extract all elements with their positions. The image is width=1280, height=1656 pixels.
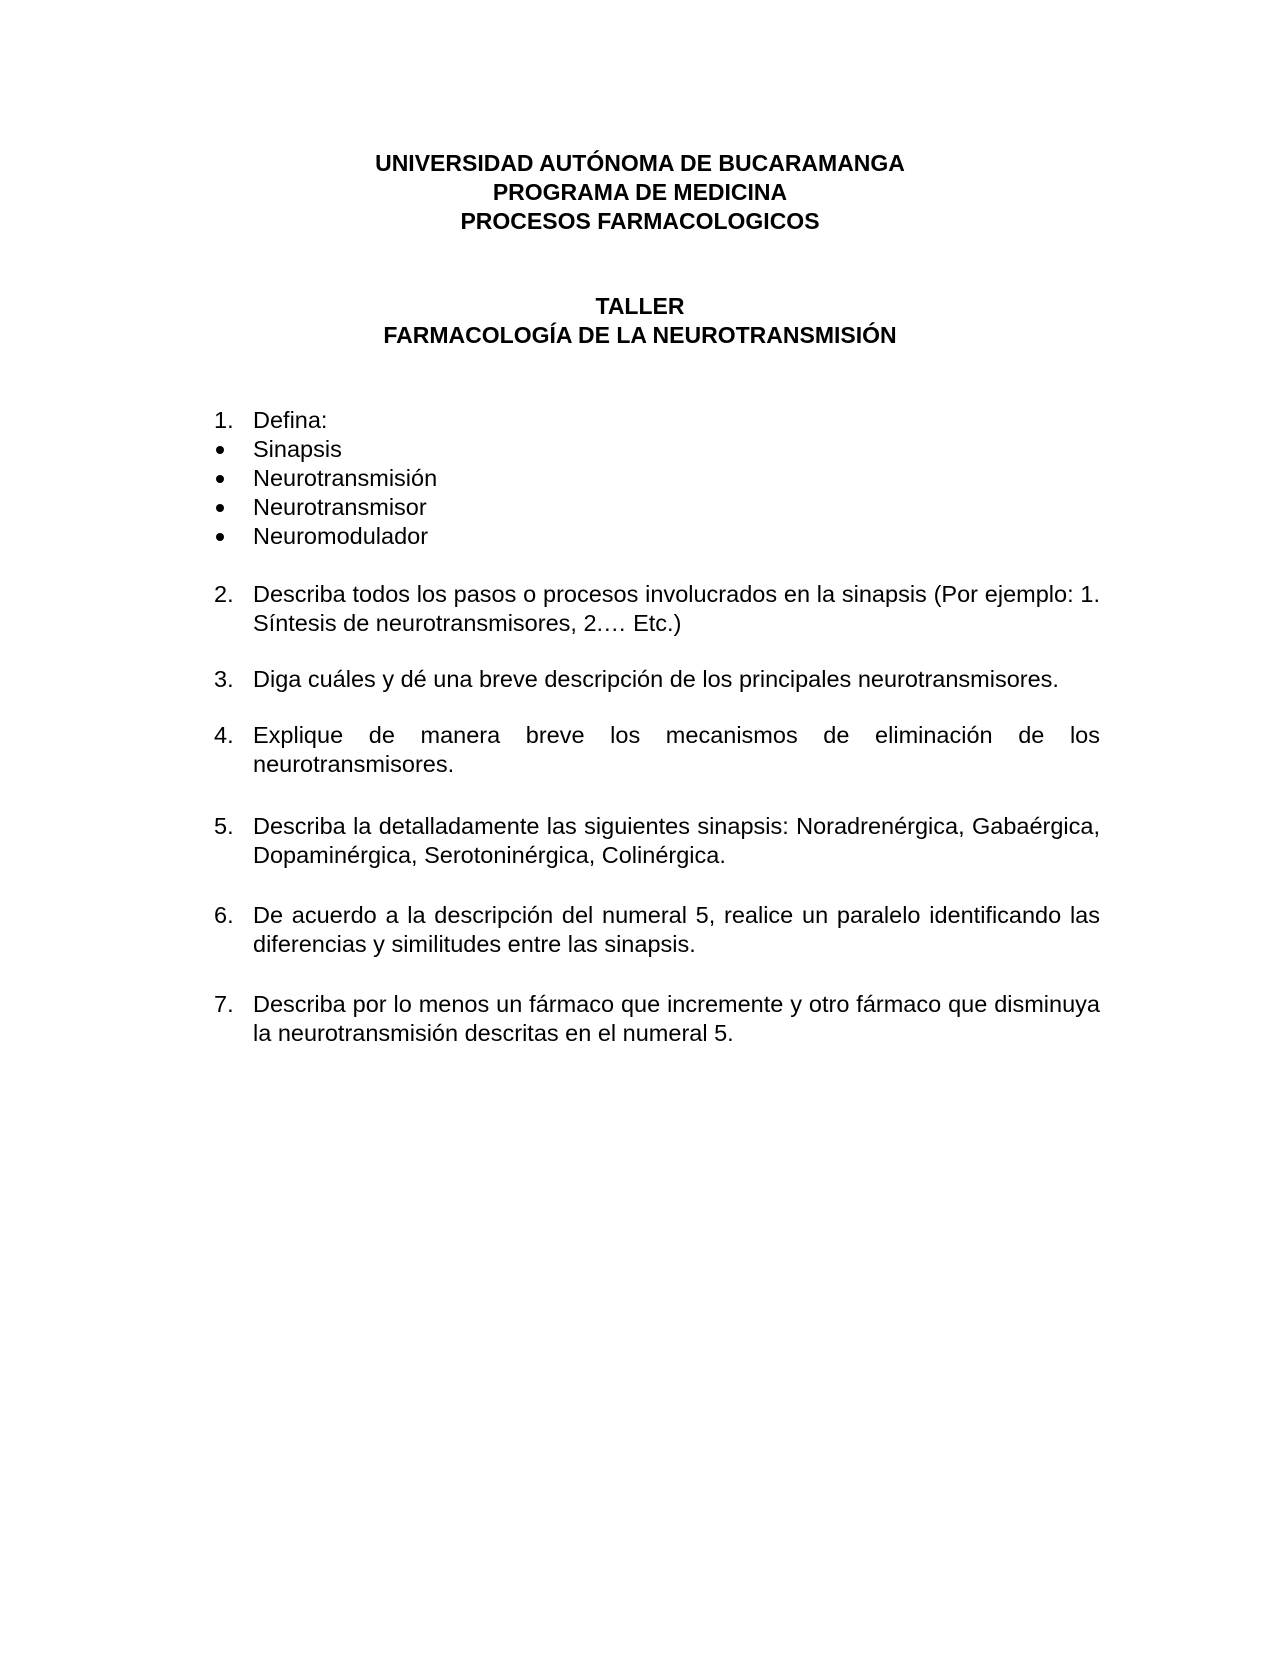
title-taller: TALLER	[595, 293, 685, 319]
document-header	[0, 149, 1280, 236]
bullet-item	[206, 493, 1100, 522]
question-item-7	[206, 990, 1100, 1048]
question-text: Describa todos los pasos o procesos involucrados en la sinapsis (Por ejemplo: 1. Síntesis de neurotransmisores, 2.… Etc.)	[253, 581, 1100, 636]
document-title	[0, 292, 1280, 350]
question-text: Explique de manera breve los mecanismos de eliminación de los neurotransmisores.	[253, 722, 1100, 777]
question-text: Describa por lo menos un fármaco que incremente y otro fármaco que disminuya la neurotransmisión descritas en el numeral 5.	[253, 991, 1100, 1046]
question-list	[206, 406, 1100, 1048]
bullet-text: Neurotransmisor	[253, 494, 427, 520]
title-topic: FARMACOLOGÍA DE LA NEUROTRANSMISIÓN	[383, 322, 897, 348]
question-item-1	[206, 406, 1100, 435]
question-number: 7.	[214, 991, 234, 1017]
university-name: UNIVERSIDAD AUTÓNOMA DE BUCARAMANGA	[375, 150, 905, 176]
bullet-dot-icon	[216, 446, 224, 454]
question-number: 4.	[214, 722, 234, 748]
question-number: 1.	[214, 407, 234, 433]
question-number: 3.	[214, 666, 234, 692]
question-item-5	[206, 812, 1100, 870]
bullet-item	[206, 464, 1100, 493]
program-name: PROGRAMA DE MEDICINA	[492, 179, 788, 205]
bullet-dot-icon	[216, 504, 224, 512]
bullet-item	[206, 435, 1100, 464]
bullet-dot-icon	[216, 533, 224, 541]
question-text: Defina:	[253, 407, 328, 433]
bullet-text: Sinapsis	[253, 436, 342, 462]
question-number: 6.	[214, 902, 234, 928]
question-item-4	[206, 721, 1100, 779]
bullet-dot-icon	[216, 475, 224, 483]
question-item-2	[206, 580, 1100, 638]
bullet-item	[206, 522, 1100, 551]
question-text: Describa la detalladamente las siguientes sinapsis: Noradrenérgica, Gabaérgica, Dopaminérgica, Serotoninérgica, Colinérgica.	[253, 813, 1100, 868]
question-item-3	[206, 665, 1100, 694]
bullet-text: Neuromodulador	[253, 523, 429, 549]
question-item-6	[206, 901, 1100, 959]
question-number: 2.	[214, 581, 234, 607]
question-number: 5.	[214, 813, 234, 839]
question-text: Diga cuáles y dé una breve descripción de los principales neurotransmisores.	[253, 666, 1059, 692]
bullet-text: Neurotransmisión	[253, 465, 438, 491]
question-text: De acuerdo a la descripción del numeral 5, realice un paralelo identificando las diferencias y similitudes entre las sinapsis.	[253, 902, 1100, 957]
course-name: PROCESOS FARMACOLOGICOS	[460, 208, 820, 234]
